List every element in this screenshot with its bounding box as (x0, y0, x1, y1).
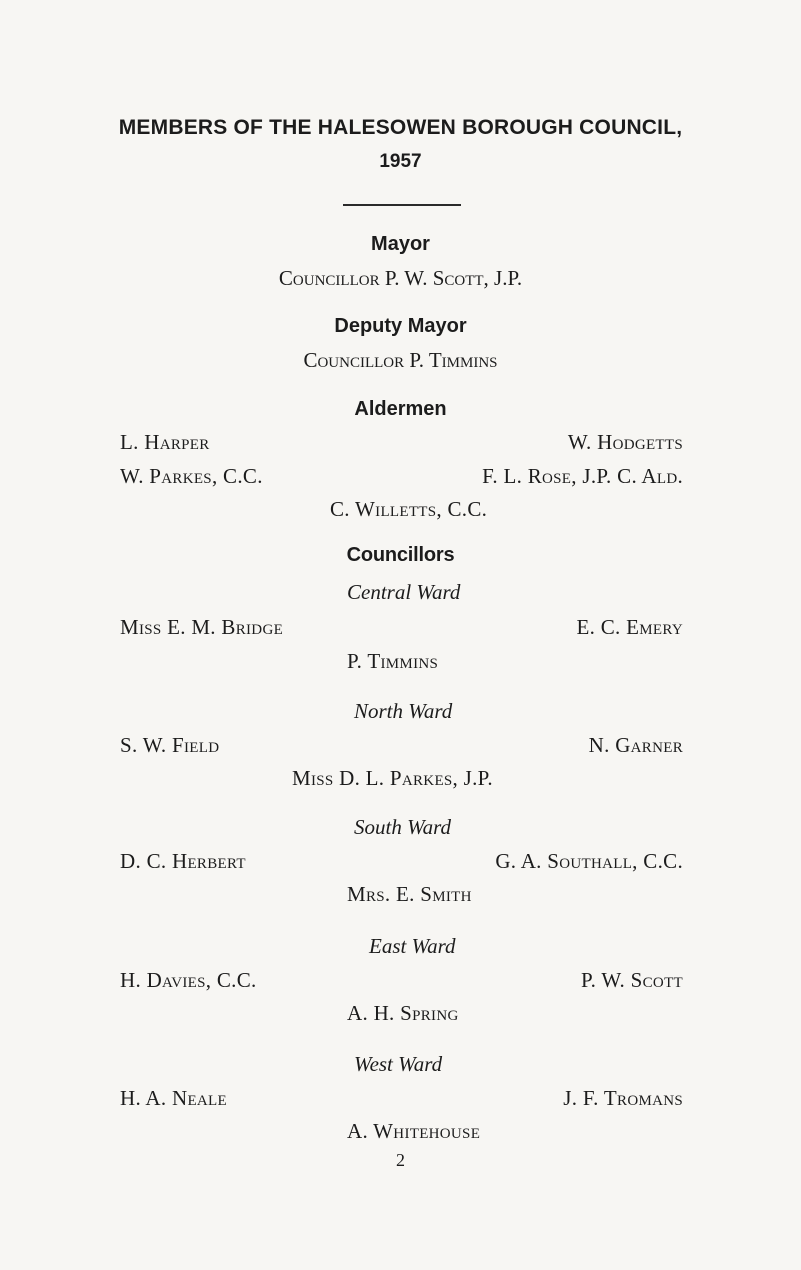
alderman-name: L. Harper (120, 430, 210, 454)
deputy-mayor-name-text: Councillor P. Timmins (303, 348, 498, 372)
page-number: 2 (396, 1150, 405, 1170)
document-title: MEMBERS OF THE HALESOWEN BOROUGH COUNCIL, (118, 116, 683, 139)
councillor-name: G. A. Southall, C.C. (495, 849, 683, 873)
deputy-mayor-heading: Deputy Mayor (334, 315, 467, 337)
councillor-name: Miss D. L. Parkes, J.P. (292, 766, 493, 790)
alderman-name: F. L. Rose, J.P. C. Ald. (482, 464, 683, 488)
councillor-name: P. W. Scott (580, 968, 683, 992)
mayor-name-text: Councillor P. W. Scott, J.P. (278, 266, 523, 290)
councillor-name: Mrs. E. Smith (347, 882, 472, 906)
councillor-name: E. C. Emery (576, 615, 683, 639)
divider (343, 204, 461, 206)
document-year: 1957 (379, 151, 422, 172)
councillors-heading: Councillors (346, 544, 455, 566)
deputy-mayor-name (0, 348, 801, 373)
councillor-name: P. Timmins (347, 649, 439, 673)
councillor-name: Miss E. M. Bridge (120, 615, 284, 639)
mayor-heading: Mayor (371, 233, 430, 255)
councillor-name: H. A. Neale (120, 1086, 227, 1110)
ward-heading-north: North Ward (354, 699, 453, 723)
ward-heading-central: Central Ward (347, 580, 461, 604)
councillor-name: D. C. Herbert (120, 849, 246, 873)
councillor-name: N. Garner (588, 733, 683, 757)
alderman-name: W. Parkes, C.C. (120, 464, 263, 488)
ward-heading-east: East Ward (369, 934, 456, 958)
councillor-name: A. H. Spring (347, 1001, 459, 1025)
mayor-name (0, 266, 801, 291)
councillor-name: S. W. Field (120, 733, 220, 757)
councillor-name: H. Davies, C.C. (120, 968, 257, 992)
councillor-name: A. Whitehouse (347, 1119, 481, 1143)
alderman-name: C. Willetts, C.C. (330, 497, 488, 521)
councillor-name: J. F. Tromans (563, 1086, 683, 1110)
ward-heading-south: South Ward (354, 815, 452, 839)
alderman-name: W. Hodgetts (567, 430, 683, 454)
aldermen-heading: Aldermen (354, 398, 447, 420)
ward-heading-west: West Ward (354, 1052, 443, 1076)
